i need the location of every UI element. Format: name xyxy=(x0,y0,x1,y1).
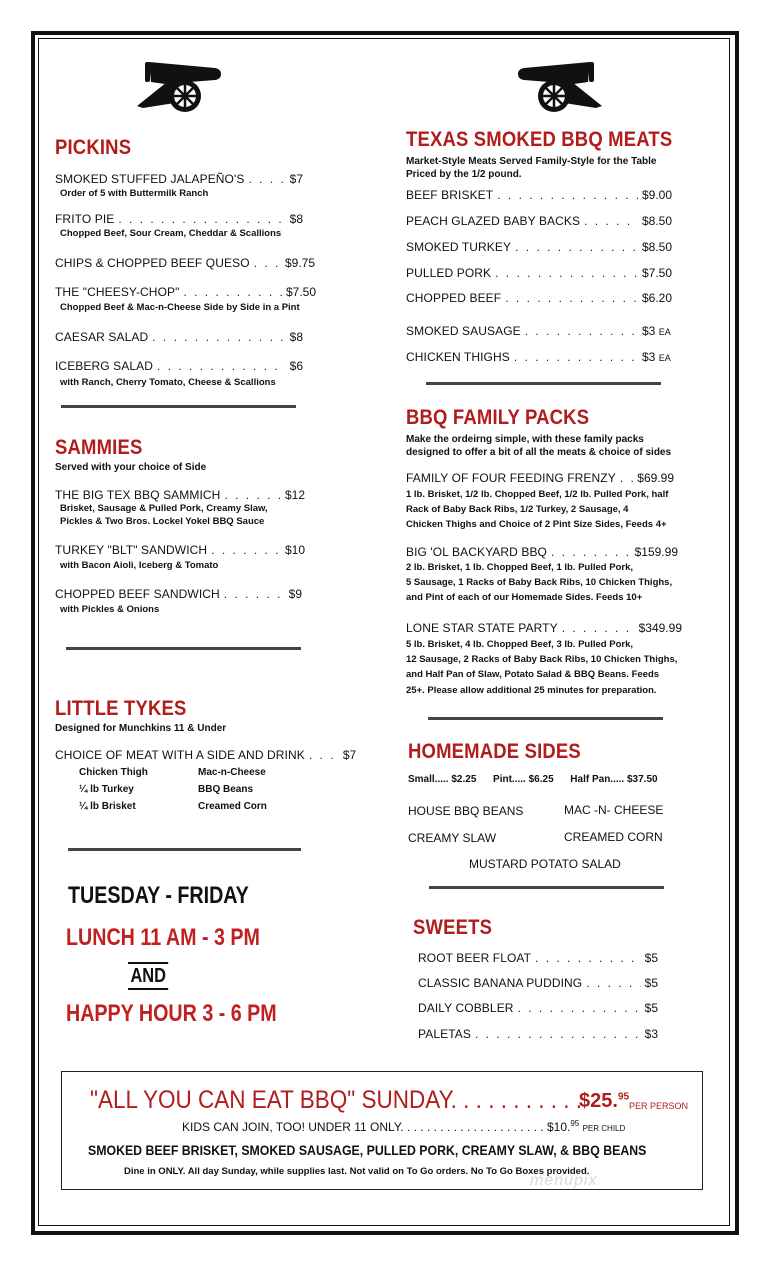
menu-item xyxy=(55,330,303,344)
menu-item xyxy=(55,285,316,299)
item-price: $349.99 xyxy=(638,621,682,635)
item-price: $3 xyxy=(642,350,656,364)
sunday-price-cents: 95 xyxy=(617,1091,630,1103)
sunday-kids xyxy=(182,1119,625,1134)
sunday-note: Dine in ONLY. All day Sunday, while supplies last. Not valid on To Go orders. No To Go Boxes provided. xyxy=(124,1166,590,1177)
item-price: $5 xyxy=(644,976,658,990)
side-item: HOUSE BBQ BEANS xyxy=(408,804,524,818)
item-price: $8 xyxy=(289,330,303,344)
item-price: $3 xyxy=(644,1027,658,1041)
item-price: $69.99 xyxy=(637,471,674,485)
sunday-title: "ALL YOU CAN EAT BBQ" SUNDAY. . . . . . . . . . . xyxy=(90,1086,582,1114)
menu-item xyxy=(55,543,305,557)
item-desc: Pickles & Two Bros. Lockel Yokel BBQ Sauce xyxy=(60,516,265,527)
tykes-title: LITTLE TYKES xyxy=(55,697,187,720)
item-price: $9.00 xyxy=(642,188,673,202)
side-item: CREAMED CORN xyxy=(564,830,663,844)
item-price: $7.50 xyxy=(642,266,673,280)
item-name: SMOKED TURKEY xyxy=(406,240,512,254)
menu-item xyxy=(406,291,672,305)
section-divider xyxy=(68,848,301,851)
section-divider xyxy=(426,382,661,385)
section-divider xyxy=(429,886,664,889)
sunday-per-child: PER CHILD xyxy=(582,1124,626,1133)
menu-item xyxy=(55,488,305,502)
sunday-meats: SMOKED BEEF BRISKET, SMOKED SAUSAGE, PULLED PORK, CREAMY SLAW, & BBQ BEANS xyxy=(88,1142,647,1158)
item-unit: EA xyxy=(658,353,671,363)
sammies-title: SAMMIES xyxy=(55,436,143,459)
item-name: CAESAR SALAD xyxy=(55,330,149,344)
item-desc: Brisket, Sausage & Pulled Pork, Creamy Slaw, xyxy=(60,503,268,514)
item-price: $8 xyxy=(289,212,303,226)
kid-meat: ¼ lb Turkey xyxy=(79,784,134,795)
item-price: $10 xyxy=(284,543,305,557)
item-price: $8.50 xyxy=(642,240,673,254)
section-divider xyxy=(66,647,301,650)
item-name: PEACH GLAZED BABY BACKS xyxy=(406,214,581,228)
item-price: $159.99 xyxy=(634,545,678,559)
item-name: PALETAS xyxy=(418,1027,471,1041)
section-divider xyxy=(61,405,296,408)
item-price: $7 xyxy=(342,748,357,762)
cannon-icon xyxy=(514,58,604,116)
item-name: SMOKED SAUSAGE xyxy=(406,324,521,338)
item-price: $9 xyxy=(288,587,302,601)
item-name: DAILY COBBLER xyxy=(418,1001,514,1015)
kid-side: BBQ Beans xyxy=(198,784,254,795)
sweets-title: SWEETS xyxy=(413,916,493,939)
kid-meat: ¼ lb Brisket xyxy=(79,801,136,812)
meats-subtitle: Priced by the 1/2 pound. xyxy=(406,169,522,180)
item-name: THE BIG TEX BBQ SAMMICH xyxy=(55,488,221,502)
menu-item xyxy=(406,471,674,485)
item-desc: Chicken Thighs and Choice of 2 Pint Size Sides, Feeds 4+ xyxy=(406,519,667,530)
pickins-title: PICKINS xyxy=(55,136,132,159)
sunday-price-dollars: $25. xyxy=(579,1090,618,1112)
menu-item xyxy=(418,976,658,990)
menu-item xyxy=(55,256,315,270)
sunday-per-person: PER PERSON xyxy=(629,1101,689,1111)
menu-item xyxy=(406,266,672,280)
item-desc: 2 lb. Brisket, 1 lb. Chopped Beef, 1 lb. Pulled Pork, xyxy=(406,562,633,573)
menu-item xyxy=(406,621,682,635)
hours-and: AND xyxy=(128,962,168,990)
watermark-logo: menupix xyxy=(530,1172,598,1189)
item-name: BIG 'OL BACKYARD BBQ xyxy=(406,545,547,559)
item-desc: and Half Pan of Slaw, Potato Salad & BBQ Beans. Feeds xyxy=(406,669,660,680)
item-desc: 1 lb. Brisket, 1/2 lb. Chopped Beef, 1/2 lb. Pulled Pork, half xyxy=(406,489,669,500)
item-price: $9.75 xyxy=(284,256,315,270)
item-unit: EA xyxy=(658,327,671,337)
packs-subtitle: designed to offer a bit of all the meats & choice of sides xyxy=(406,447,672,458)
menu-item xyxy=(406,350,672,364)
cannon-icon xyxy=(135,58,225,116)
item-price: $7.50 xyxy=(285,285,316,299)
side-item: MUSTARD POTATO SALAD xyxy=(469,857,621,871)
menu-item xyxy=(418,1001,658,1015)
menu-item xyxy=(55,172,303,186)
packs-subtitle: Make the ordeirng simple, with these family packs xyxy=(406,434,644,445)
menu-item xyxy=(406,324,672,338)
side-item: CREAMY SLAW xyxy=(408,831,497,845)
item-name: CHOPPED BEEF xyxy=(406,291,502,305)
item-name: FRITO PIE xyxy=(55,212,115,226)
menu-item xyxy=(55,359,303,373)
packs-title: BBQ FAMILY PACKS xyxy=(406,406,590,429)
item-name: CHOICE OF MEAT WITH A SIDE AND DRINK xyxy=(55,748,305,762)
item-desc: Chopped Beef, Sour Cream, Cheddar & Scallions xyxy=(60,228,282,239)
item-price: $7 xyxy=(289,172,303,186)
item-name: FAMILY OF FOUR FEEDING FRENZY xyxy=(406,471,616,485)
kid-meat: Chicken Thigh xyxy=(79,767,148,778)
item-price: $12 xyxy=(284,488,305,502)
item-name: ROOT BEER FLOAT xyxy=(418,951,532,965)
sunday-kids-cents: 95 xyxy=(570,1119,580,1128)
menu-item xyxy=(55,748,357,762)
hours-happy: HAPPY HOUR 3 - 6 PM xyxy=(66,1000,277,1027)
item-price: $5 xyxy=(644,951,658,965)
menu-item xyxy=(418,1027,658,1041)
meats-title: TEXAS SMOKED BBQ MEATS xyxy=(406,128,673,151)
side-item: MAC -N- CHEESE xyxy=(564,803,664,817)
item-desc: 12 Sausage, 2 Racks of Baby Back Ribs, 10 Chicken Thighs, xyxy=(406,654,678,665)
item-price: $5 xyxy=(644,1001,658,1015)
sunday-price xyxy=(579,1090,629,1113)
item-desc: and Pint of each of our Homemade Sides. Feeds 10+ xyxy=(406,592,643,603)
item-price: $6.20 xyxy=(642,291,673,305)
item-price: $6 xyxy=(289,359,303,373)
item-desc: Rack of Baby Back Ribs, 1/2 Turkey, 2 Sausage, 4 xyxy=(406,504,629,515)
item-desc: Chopped Beef & Mac-n-Cheese Side by Side in a Pint xyxy=(60,302,300,313)
item-desc: with Ranch, Cherry Tomato, Cheese & Scallions xyxy=(60,377,276,388)
item-name: LONE STAR STATE PARTY xyxy=(406,621,558,635)
item-name: CLASSIC BANANA PUDDING xyxy=(418,976,583,990)
section-divider xyxy=(428,717,663,720)
item-desc: Order of 5 with Buttermilk Ranch xyxy=(60,188,209,199)
kid-side: Creamed Corn xyxy=(198,801,267,812)
sammies-subtitle: Served with your choice of Side xyxy=(55,462,207,473)
item-name: CHOPPED BEEF SANDWICH xyxy=(55,587,220,601)
item-desc: with Pickles & Onions xyxy=(60,604,160,615)
item-price: $3 xyxy=(642,324,656,338)
menu-item xyxy=(406,240,672,254)
item-name: BEEF BRISKET xyxy=(406,188,494,202)
kid-side: Mac-n-Cheese xyxy=(198,767,266,778)
item-price: $8.50 xyxy=(642,214,673,228)
menu-item xyxy=(55,212,303,226)
item-name: CHICKEN THIGHS xyxy=(406,350,510,364)
menu-item xyxy=(55,587,302,601)
menu-item xyxy=(406,188,672,202)
item-name: TURKEY "BLT" SANDWICH xyxy=(55,543,208,557)
item-desc: 5 lb. Brisket, 4 lb. Chopped Beef, 3 lb. Pulled Pork, xyxy=(406,639,633,650)
hours-days: TUESDAY - FRIDAY xyxy=(68,882,249,909)
item-desc: with Bacon Aioli, Iceberg & Tomato xyxy=(60,560,219,571)
item-desc: 25+. Please allow additional 25 minutes for preparation. xyxy=(406,685,657,696)
tykes-subtitle: Designed for Munchkins 11 & Under xyxy=(55,723,227,734)
sunday-special-box xyxy=(61,1071,703,1190)
item-name: CHIPS & CHOPPED BEEF QUESO xyxy=(55,256,250,270)
hours-lunch: LUNCH 11 AM - 3 PM xyxy=(66,924,260,951)
menu-item xyxy=(418,951,658,965)
item-desc: 5 Sausage, 1 Racks of Baby Back Ribs, 10 Chicken Thighs, xyxy=(406,577,673,588)
sides-title: HOMEMADE SIDES xyxy=(408,740,581,763)
item-name: THE "CHEESY-CHOP" xyxy=(55,285,180,299)
item-name: PULLED PORK xyxy=(406,266,492,280)
sunday-kids-text: KIDS CAN JOIN, TOO! UNDER 11 ONLY. . . . . . . . . . . . . . . . . . . . . . $10. xyxy=(182,1120,571,1134)
menu-item xyxy=(406,214,672,228)
item-name: SMOKED STUFFED JALAPEÑO'S xyxy=(55,172,245,186)
meats-subtitle: Market-Style Meats Served Family-Style for the Table xyxy=(406,156,657,167)
item-name: ICEBERG SALAD xyxy=(55,359,153,373)
sides-sizes: Small..... $2.25 Pint..... $6.25 Half Pan..... $37.50 xyxy=(408,774,658,785)
menu-item xyxy=(406,545,678,559)
